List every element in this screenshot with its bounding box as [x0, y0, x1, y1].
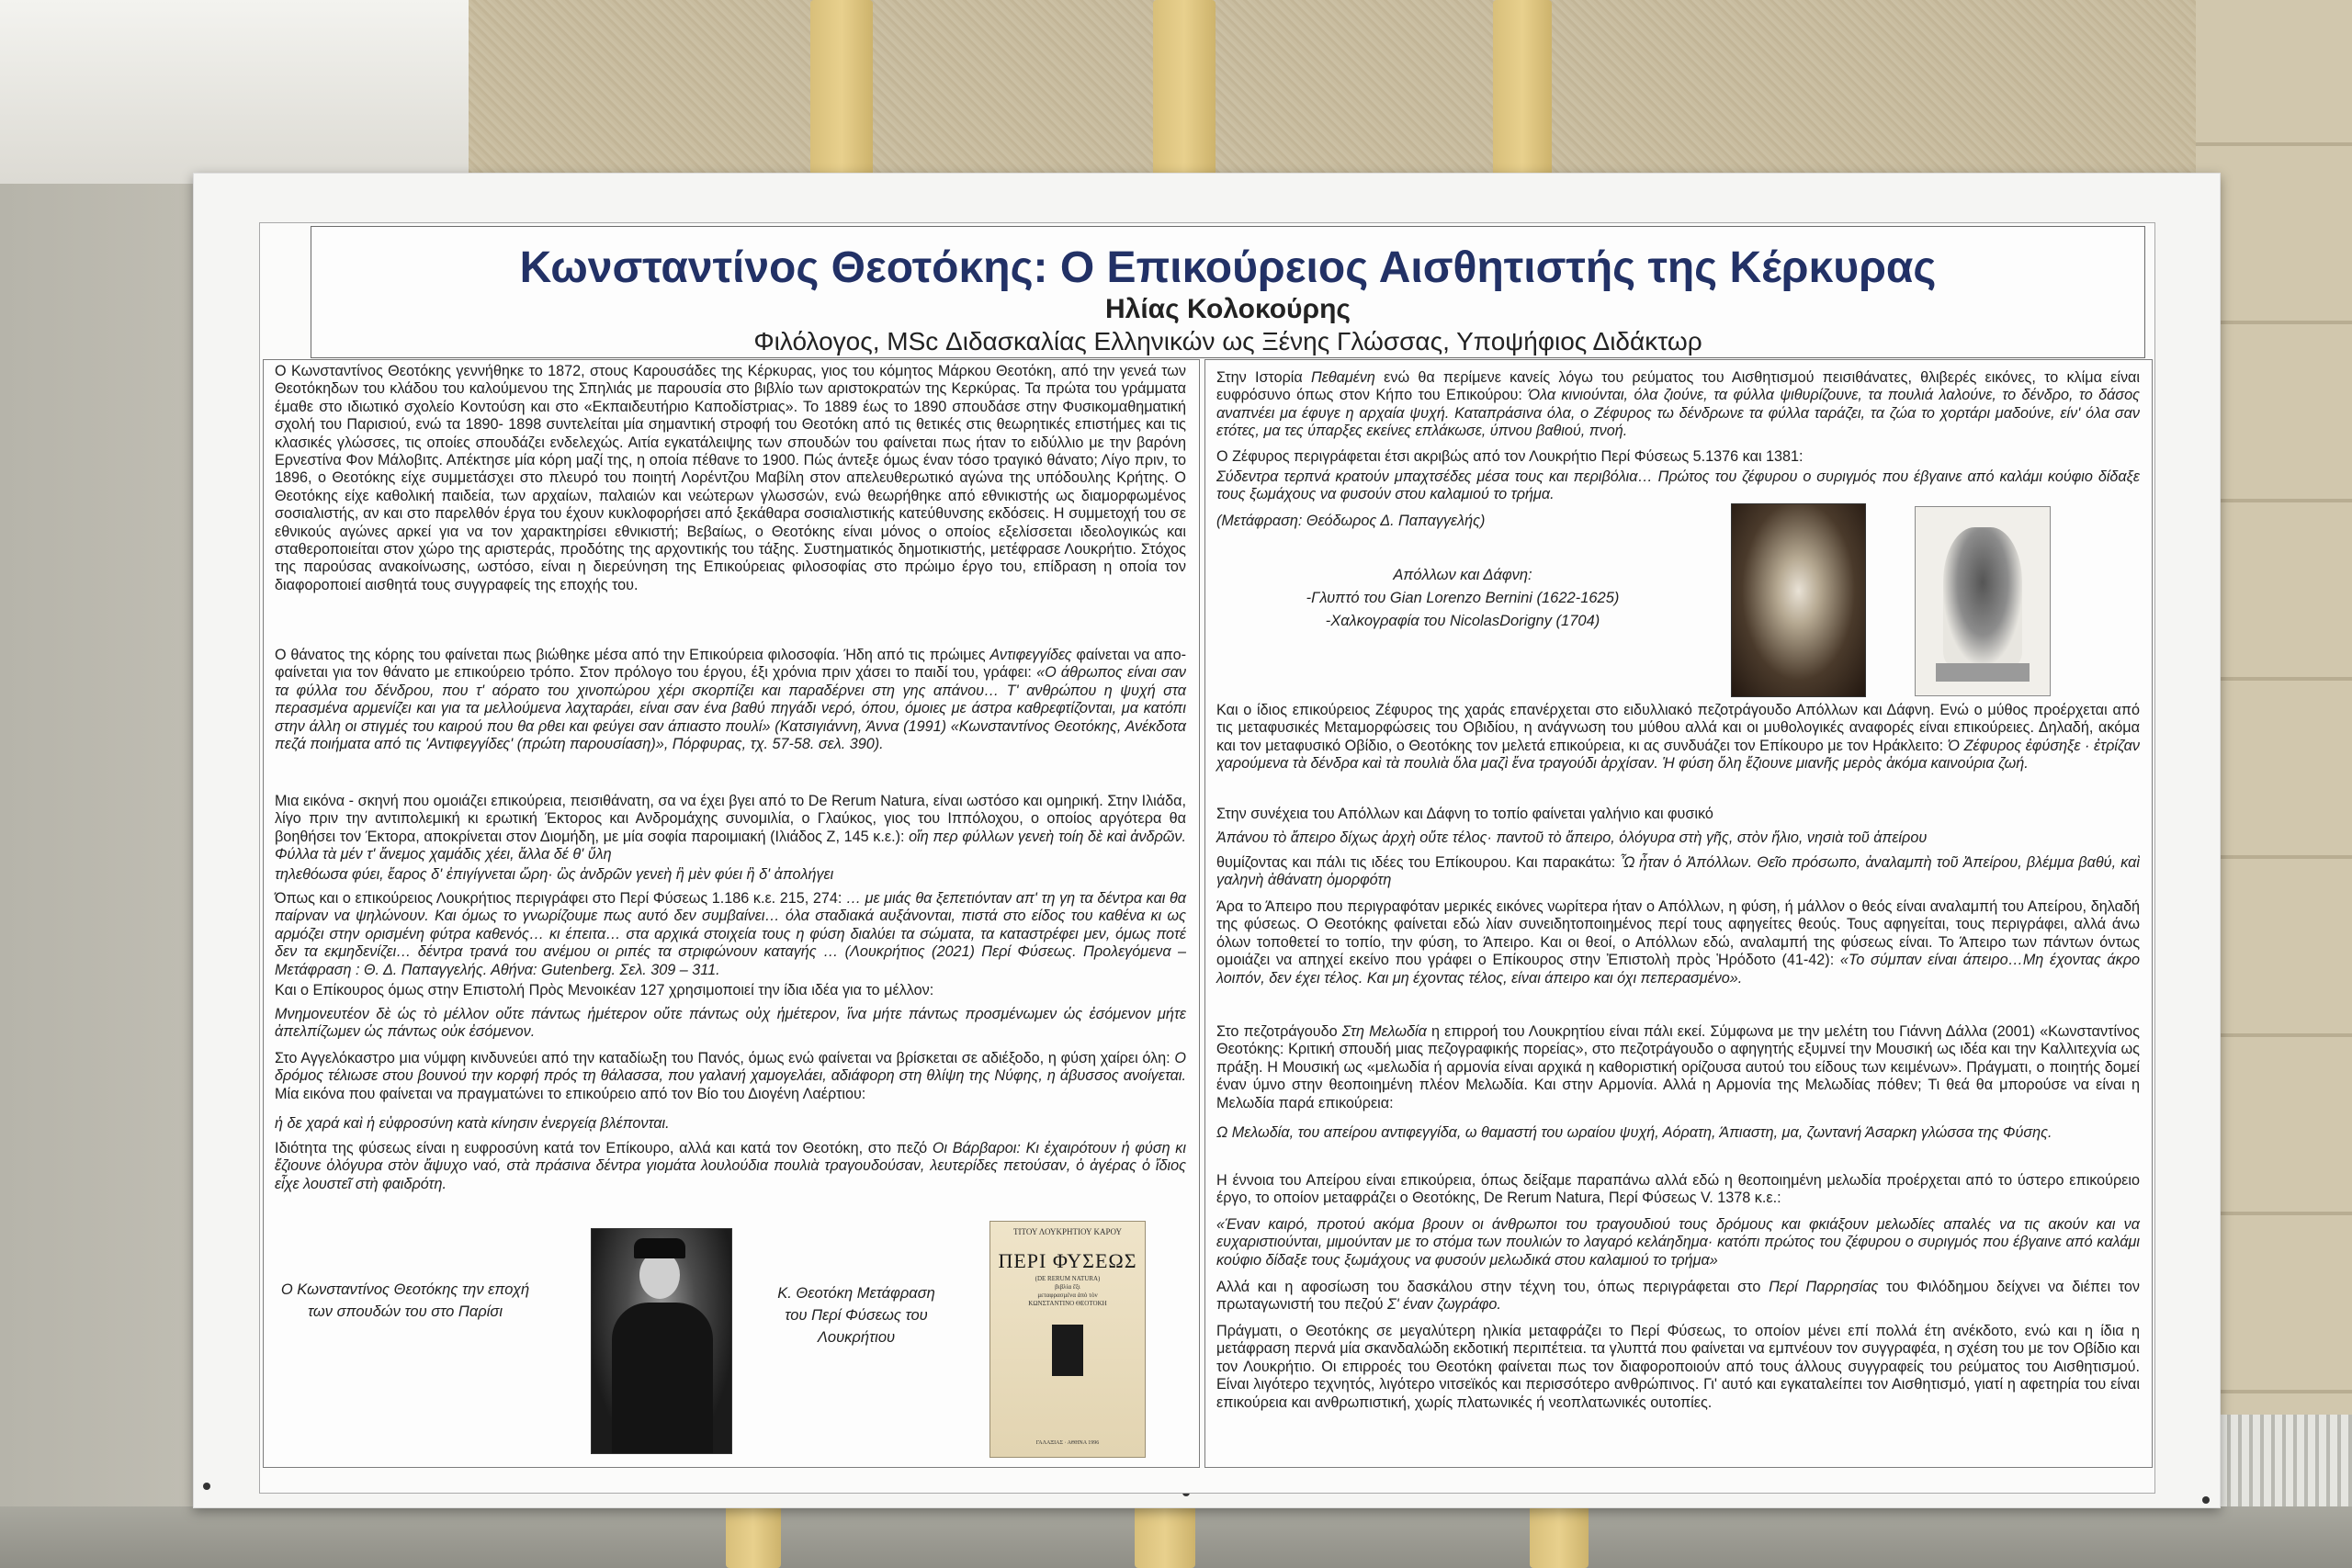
quote-text: «Το σύμπαν είναι άπειρο…Μη έχοντας άκρο λοιπόν, δεν έχει τέλος. Και μη έχοντας τέλος, είναι άπειρο και όχι πεπερασμένο».: [1216, 952, 2141, 987]
right-paragraph-2: [1216, 448, 2140, 466]
paragraph-text: Αλλά και η αφοσίωση του δασκάλου στην τέχνη του, όπως περιγράφεται στο: [1216, 1279, 1761, 1295]
right-paragraph-4: [1216, 806, 2140, 823]
easel-foot-right: [1530, 1499, 1589, 1568]
paragraph-italic: Στη Μελωδία: [1341, 1023, 1427, 1040]
poster-title: Κωνσταντίνος Θεοτόκης: Ο Επικούρειος Αισθητιστής της Κέρκυρας: [519, 243, 1937, 292]
paragraph-text: του Φιλόδημου δείχνει να διέπει τον πρωταγωνιστή του πεζού: [1216, 1279, 2141, 1314]
paragraph-text: Ιδιότητα της φύσεως είναι η ευφροσύνη κατά τον Επίκουρο, αλλά και κατά τον Θεοτόκη, στο πεζό: [275, 1140, 928, 1156]
quote-text: «Ο άθρωπος είναι σαν τα φύλλα του δένδρου, που τ' αόρατο του χινοπώρου χέρι σκορπίζει και παραδέρνει στη γης απάνου… Τ' ανθρώπου η ψυχή στα περασμένα αρμενίζει και για τα μελλούμενα λαχταράει, είναι σαν ένα βαθύ πηγάδι νερό, όπου, όμοιες με άστρα καθρεφτίζονται, μα κατόπι στην άλλη οι στιγμές του καιρού που θα ρθει και φεύγει σαν άπιαστο πουλί» (Κατσιγιάννη, Άννα (1991) «Κωνσταντίνος Θεοτόκης, Ανέκδοτα πεζά ποιήματα από τις 'Αντιφεγγίδες' (πρώτη παρουσίαση)», Πόρφυρας, τχ. 57-58. σελ. 390).: [275, 664, 1187, 753]
right-paragraph-8: [1216, 1279, 2140, 1314]
quote-text: Όλα κινιούνται, όλα ζιούνε, τα φύλλα ψιθυρίζουνε, τα πουλιά λαλούνε, το δένδρο, το δάσος αναπνέει μα έφυγε η αρχαία ψυχή. Καταπράσινα όλα, ο Ζέφυρος τω δένδρωνε τα φύλλα ταράζει, τα ζώα το χορτάρι μαδούνε, είν' όλα σαν ετότες, μα τες ύπαρξες εκείνες επλάκωσε, ύπνου βαθιού, πνοή.: [1216, 387, 2140, 440]
right-paragraph-5: [1216, 898, 2140, 987]
right-paragraph-6: [1216, 1023, 2140, 1112]
author-role: Φιλόλογος, MSc Διδασκαλίας Ελληνικών ως Ξένης Γλώσσας, Υποψήφιος Διδάκτωρ: [753, 327, 1702, 355]
left-quote-homer: [275, 866, 1186, 884]
paragraph-italic: Περί Παρρησίας: [1769, 1279, 1879, 1295]
paragraph-text: Στην Ιστορία: [1216, 369, 1303, 386]
paragraph-text: ενώ θα περίμενε κανείς λόγω του ρεύματος του Αισθητισμού πεισιθάνατες, θλιβερές εικόνες, το κλίμα είναι ευφρόσυνο όπως στον Κήπο του Επικούρου:: [1216, 369, 2141, 404]
left-quote-laertius: [275, 1115, 1186, 1133]
quote-text: Ω Μελωδία, του απείρου αντιφεγγίδα, ω θαμαστή του ωραίου ψυχή, Αόρατη, Άπιαστη, μα, ζωντανή Άσαρκη γλώσσα της Φύσης.: [1216, 1124, 2052, 1141]
right-paragraph-1: [1216, 369, 2140, 441]
paragraph-text: Και ο Επίκουρος όμως στην Επιστολή Πρὸς Μενοικέαν 127 χρησιμοποιεί την ίδια ιδέα για το μέλλον:: [275, 982, 934, 998]
left-quote-epicurus: [275, 1006, 1186, 1042]
easel-foot-center: [1135, 1499, 1195, 1568]
paragraph-italic: Αντιφεγγίδες: [989, 647, 1072, 663]
right-paragraph-9: [1216, 1323, 2140, 1412]
quote-text: … με μιάς θα ξεπετιόνταν απ' τη γη τα δέντρα και θα παίρναν να ψηλώνουν. Και όμως το γνωρίζουμε πως αυτό δεν συμβαίνει… όλα σταδιακά αυξάνονται, πιστά στο είδος του καθένα κι ως αρμόζει στην ορισμένη φύτρα καθενός… κι έπειτα… στα αρχικά στοιχεία τους η φύση διαλύει τα σώματα, τα καταστρέφει μεν, όμως ποτέ δεν τα εκμηδενίζει… δέντρα τρανά του ανέμου οι ριπές τα στριφώνουν καταγής … (Λουκρήτιος (2021) Περί Φύσεως. Προλεγόμενα – Μετάφραση : Θ. Δ. Παπαγγελής. Αθήνα: Gutenberg. Σελ. 309 – 311.: [275, 890, 1186, 978]
easel-leg-center: [1153, 0, 1216, 184]
easel-foot-left: [726, 1499, 781, 1568]
left-paragraph-4: [275, 890, 1186, 979]
paragraph-italic: Σ' έναν ζωγράφο.: [1386, 1296, 1501, 1314]
right-paragraph-7: [1216, 1172, 2140, 1208]
quote-text: Οι Βάρβαροι: Κι ἐχαιρότουν ἡ φύση κι ἔζιουνε ὁλόγυρα στὸν ἄψυχο ναό, στὰ πράσινα δέντρα γιομάτα λουλούδια πουλιὰ τραγουδούσαν, λευτερίδες πετούσαν, ὁ ἀγέρας ὁ ἴδιος εἶχε λουστεῖ στὴ φαιδρότη.: [275, 1140, 1186, 1192]
caption-title: Απόλλων και Δάφνη:: [1393, 567, 1532, 583]
right-paragraph-3: [1216, 702, 2140, 773]
paragraph-text: Μία εικόνα που φαίνεται να πραγματώνει το επικούρειο από τον Βίο του Διογένη Λαέρτιου:: [275, 1085, 866, 1102]
book-cover-title: ΠΕΡΙ ΦΥΣΕΩΣ: [998, 1249, 1137, 1272]
left-paragraph-1: [275, 363, 1186, 594]
poster-header: [311, 226, 2145, 358]
easel-leg-left: [810, 0, 873, 184]
book-caption: Κ. Θεοτόκη Μετάφραση του Περί Φύσεως του Λουκρήτιου: [777, 1285, 935, 1346]
paragraph-text: Ο θάνατος της κόρης του φαίνεται πως βιώθηκε μέσα από την Επικούρεια φιλοσοφία. Ήδη από τις πρώιμες: [275, 647, 986, 663]
paragraph-text: Στο Αγγελόκαστρο μια νύμφη κινδυνεύει από την καταδίωξη του Πανός, όμως ενώ φαίνεται να βρίσκεται σε αδιέξοδο, η φύση χαίρει όλη:: [275, 1050, 1170, 1066]
paragraph-text: η επιρροή του Λουκρητίου είναι πάλι εκεί. Σύμφωνα με την μελέτη του Γιάννη Δάλλα (2001) «Κωνσταντίνος Θεοτόκης: Κριτική σπουδή μιας πεζογραφικής πορείας», στο πεζοτράγουδο ο αφηγητής εξυμνεί την Μουσική ως ιδέα και την Καλλιτεχνία ως πράξη. Η Μουσική ως «μελωδία ή αρμονία είναι αρχικά η καθοριστική ορίζουσα αυτού του είδους των κειμένων». Πράγματι, ο ποιητής δομεί έναν ύμνο στην θεοποιημένη πλέον Μελωδία. Και στην Αρμονία. Αλλά η Αρμονία της Μελωδίας πόθεν; Τι θεά θα μπορούσε να είναι η Μελωδία παρά επικούρεια:: [1216, 1023, 2140, 1111]
quote-text: Μνημονευτέον δὲ ὡς τὸ μέλλον οὔτε πάντως ἡμέτερον οὔτε πάντως οὐχ ἡμέτερον, ἵνα μήτε πάντως προσμένωμεν ὡς ἐσόμενον μήτε ἀπελπίζωμεν ὡς πάντως οὐκ ἐσόμενον.: [275, 1006, 1186, 1041]
quote-text: ἡ δε χαρά καὶ ἡ εὐφροσύνη κατὰ κίνησιν ἐνεργείᾳ βλέπονται.: [275, 1115, 670, 1132]
book-cover-image: ΤΙΤΟΥ ΛΟΥΚΡΗΤΙΟΥ ΚΑΡΟΥ ΠΕΡΙ ΦΥΣΕΩΣ (DE RERUM NATURA) βιβλία ἕξι μεταφρασμένα ἀπὸ τὸν ΚΩΝΣΤΑΝΤΙΝΟ ΘΕΟΤΟΚΗ ΓΑΛΑΞΙΑΣ · ΑΘΗΝΑ 1996: [989, 1221, 1146, 1458]
left-paragraph-5: [275, 982, 1186, 999]
quote-text: (Μετάφραση: Θεόδωρος Δ. Παπαγγελής): [1216, 513, 1486, 529]
quote-text: Ὦ ἦταν ὁ Ἀπόλλων. Θεῖο πρόσωπο, ἀναλαμπὴ τοῦ Ἀπείρου, βλέμμα βαθύ, καὶ γαληνὴ ἀθάνατη ὀμορφότη: [1216, 854, 2140, 889]
quote-text: Σύδεντρα τερπνά κρατούν μπαχτσέδες μέσα τους και περιβόλια… Πρώτος του ζέφυρου ο συριγμός που έβγαινε από καλάμι κούφιο δίδαξε τους ξωμάχους να φυσούν στου καλαμιού το τρήμα.: [1216, 468, 2140, 503]
paragraph-text: Στην συνέχεια του Απόλλων και Δάφνη το τοπίο φαίνεται γαλήνιο και φυσικό: [1216, 806, 1713, 822]
quote-text: «Έναν καιρό, προτού ακόμα βρουν οι άνθρωποι του τραγουδιού τους δρόμους και φκιάξουν μελωδίες απαλές να τις ακούν και να ευχαριστιούνται, μιμούνταν με το στόμα των πουλιών το λαγαρό κελάηδημα· κατόπι πρώτος του ζέφυρου ο συριγμός που έβγαινε από καλάμι κούφιο δίδαξε τους ξωμάχους να φυσούν μελωδικά στου καλαμιού το τρήμα»: [1216, 1216, 2140, 1269]
left-paragraph-2: [275, 647, 1186, 753]
statue-caption: [1297, 564, 1628, 633]
paragraph-text: θυμίζοντας και πάλι τις ιδέες του Επίκουρου. Και παρακάτω:: [1216, 854, 1616, 871]
bernini-statue-photo: [1731, 503, 1866, 697]
portrait-caption: Ο Κωνσταντίνος Θεοτόκης την εποχή των σπουδών του στο Παρίσι: [280, 1281, 530, 1320]
right-quote-rerum-natura: [1216, 1216, 2140, 1269]
paragraph-text: φαίνεται να αποφαίνεται για τον θάνατο με επικούρειο τρόπο. Στον πρόλογο του έργου, έξι χρόνια πριν χάσει το παιδί του, γράφει:: [275, 647, 1187, 682]
portrait-photo: [591, 1228, 732, 1454]
right-quote-melody: [1216, 1124, 2140, 1142]
paragraph-text: Πράγματι, ο Θεοτόκης σε μεγαλύτερη ηλικία μεταφράζει το Περί Φύσεως, το οποίον μένει επί πολλά έτη ανέκδοτο, ενώ και η ίδια η μετάφραση περνά μία σκανδαλώδη εκδοτική περιπέτεια. τα γλυπτά που φαίνεται να εμπνέουν τον συγγραφέα, η σχέση του με τον Οβίδιο και τον Λουκρήτιο. Οι επιρροές του Θεοτόκη φαίνεται πως τον διαφοροποιούν από τους άλλους συγγραφείς του ρεύματος του Αισθητισμού. Είναι λιγότερο τεχνητός, λιγότερο νιτσεϊκός και περισσότερο ανθρώπινος. Γι' αυτό και εγκαταλείπει τον Αισθητισμό, γιατί η αφετηρία του είναι επικούρεια και ανθρωπιστική, χωρίς πλατωνικές ή νεοπλατωνικές ουτοπίες.: [1216, 1323, 2140, 1411]
paragraph-text: Και ο ίδιος επικούρειος Ζέφυρος της χαράς επανέρχεται στο ειδυλλιακό πεζοτράγουδο Απόλλων και Δάφνη. Ενώ ο μύθος προέρχεται από τις μεταφυσικές Μεταμορφώσεις του Οβιδίου, η ανάγνωση του μύθου αλλά και οι μυθολογικές αναφορές είναι επικούρειες. Δηλαδή, ακόμα και τον μεταφυσικό Οβίδιο, ο Θεοτόκης τον μελετά επικούρεια, κι ας συνδυάζει τον Επίκουρο με τον Ηράκλειτο:: [1216, 702, 2140, 754]
paragraph-text: Στο πεζοτράγουδο: [1216, 1023, 1338, 1040]
quote-text: οἵη περ φύλλων γενεὴ τοίη δὲ καὶ ἀνδρῶν. Φύλλα τὰ μέν τ' ἄνεμος χαμάδις χέει, ἄλλα δέ θ' ὕλη: [275, 828, 1186, 863]
paragraph-text: Όπως και ο επικούρειος Λουκρήτιος περιγράφει στο Περί Φύσεως 1.186 κ.ε. 215, 274:: [275, 890, 842, 907]
paragraph-text: Ο Ζέφυρος περιγράφεται έτσι ακριβώς από τον Λουκρήτιο Περί Φύσεως 5.1376 και 1381:: [1216, 448, 1804, 465]
caption-line: -Γλυπτό του Gian Lorenzo Bernini (1622-1625): [1306, 590, 1620, 606]
paragraph-text: Ο Κωνσταντίνος Θεοτόκης γεννήθηκε το 1872, στους Καρουσάδες της Κέρκυρας, γιος του κόμητος Μάρκου Θεοτόκη, από την γενεά των Θεοτόκηδων του κλάδου του καλούμενου της Σπηλιάς με παρουσία στο βιβλίο των αριστοκρατών της Κερκύρας. Τα πρώτα του γράμματα έμαθε στο ιδιωτικό σχολείο Κοντούση και στο «Εκπαιδευτήριο Καποδίστριας». Το 1889 έως το 1890 σπουδάσε στην Φυσικομαθηματική σχολή του Παρισιού, ενώ τα 1890- 1898 συντελείται μία σημαντική στροφή του Θεοτόκη από τις θετικές στις θεωρητικές επιστήμες και τις κλασικές γλώσσες, τις οποίες σπουδάζει ενδελεχώς. Αιτία εγκατάλειψης των σπουδών του φαίνεται πως ήταν το ειδύλλιο με την βαρόνη Ερνεστίνα Φον Μάλοβιτς. Απέκτησε μία κόρη μαζί της, η οποία πέθανε το 1900. Πώς άντεξε όμως έναν τόσο τραγικό θάνατο; Λίγο πριν, το 1896, ο Θεοτόκης είχε συμμετάσχει στο πλευρό του ποιητή Λορέντζου Μαβίλη στον απελευθερωτικό αγώνα της υπόδουλης Κρήτης. Ο Θεοτόκης είχε καθολική παιδεία, των αρχαίων, παλαιών και νεώτερων γλωσσών, ενώ θεωρήθηκε από εθνικιστής ως διαμορφωμένος σοσιαλιστής, αν και στο παρελθόν έργα του έχουν κυκλοφορήσει από ξεκάθαρα σοσιαλιστικής κατεύθυνσης εκδόσεις. Η συμμετοχή του σε εθνικούς αγώνες αρκεί για να τον χαρακτηρίσει εθνικιστή; Βεβαίως, ο Θεοτόκης είναι μόνος ο οποίος εξελίσσεται ιδεολογικώς και σταθεροποιείται στον χώρο της αριστεράς, προδότης της αρχοντικής του τάξης. Συστηματικός δημοτικιστής, μετέφρασε Λουκρήτιο. Στόχος της παρούσας ανακοίνωσης, ωστόσο, είναι η διερεύνηση της Επικούρειας φιλοσοφίας στο πρώιμο έργο του, επίδραση η οποία τον διαφοροποιεί αισθητά τους συγγραφείς της εποχής του.: [275, 363, 1186, 593]
paragraph-text: Η έννοια του Απείρου είναι επικούρεια, όπως δείξαμε παραπάνω αλλά εδώ η θεοποιημένη μελωδία προέρχεται από το ύστερο επικούρειο έργο, το οποίον μεταφράζει ο Θεοτόκης, De Rerum Natura, Περί Φύσεως V. 1378 κ.ε.:: [1216, 1172, 2140, 1207]
left-paragraph-3: [275, 793, 1186, 864]
quote-text: τηλεθόωσα φύει, ἔαρος δ' ἐπιγίγνεται ὥρη· ὣς ἀνδρῶν γενεὴ ἣ μὲν φύει ἣ δ' ἀπολήγει: [275, 866, 834, 883]
paragraph-italic: Πεθαμένη: [1311, 369, 1375, 386]
easel-leg-right: [1493, 0, 1552, 184]
author-name: Ηλίας Κολοκούρης: [1104, 294, 1351, 324]
white-wall-panel: [0, 0, 478, 184]
quote-text: Ἀπάνου τὸ ἄπειρο δίχως ἀρχὴ οὔτε τέλος· παντοῦ τὸ ἄπειρο, ὁλόγυρα στὴ γῆς, στὸν ἥλιο, νησιὰ τοῦ ἀπείρου: [1216, 829, 1928, 846]
caption-line: -Χαλκογραφία του NicolasDorigny (1704): [1325, 613, 1600, 629]
poster: [259, 222, 2155, 1494]
left-paragraph-6: [275, 1050, 1186, 1103]
right-paragraph-4b: [1216, 854, 2140, 890]
left-paragraph-7: [275, 1140, 1186, 1193]
dorigny-engraving-image: [1915, 506, 2051, 696]
quote-text: Ὁ Ζέφυρος ἐφύσηξε · ἐτρίζαν χαρούμενα τὰ δένδρα καὶ τὰ πουλιὰ ὅλα μαζὶ ἔνα τραγούδι ἀρχίσαν. Ἡ φύση ὅλη ἔζιουνε μιανῆς μερὸς ἀκόμα καινούρια ζωή.: [1216, 737, 2140, 773]
right-quote-apeiron: [1216, 829, 2140, 847]
right-quote-lucretius: [1216, 468, 2140, 504]
paragraph-text: Μια εικόνα - σκηνή που ομοιάζει επικούρεια, πεισιθάνατη, σα να έχει βγει από το De Rerum Natura, είναι ωστόσο και ομηρική. Στην Ιλιάδα, λίγο πριν την αντιπολεμική κι ερωτική Έκτορος και Ανδρομάχης συνομιλία, ο Γλαύκος, γιος του Ιππόλοχου, ο οποίος αργότερα θα βοηθήσει τον Έκτορα, αποκρίνεται στον Διομήδη, με μία σοφία παροιμιακή (Ιλιάδος Ζ, 145 κ.ε.):: [275, 793, 1186, 845]
pin: [2202, 1496, 2210, 1504]
pin: [203, 1483, 210, 1490]
paragraph-text: Άρα το Άπειρο που περιγραφόταν μερικές εικόνες νωρίτερα ήταν ο Απόλλων, η φύση, ή μάλλον ο θεός είναι αναλαμπή του Απείρου, δηλαδή της φύσεως. Ο Θεοτόκης φαίνεται εδώ λίαν συνειδητοποιημένος περί τους αφηγείτες θεούς. Τους αφηγείται, τους περιγράφει, αλλά άνω όλων τοποθετεί το τοπίο, την φύση, το Άπειρο. Και οι θεοί, ο Απόλλων εδώ, αναλαμπή της φύσεως είναι. Το Άπειρο των πάντων όντως ομοιάζει να απηχεί εκείνο που γράφει ο Επίκουρος στην Ἐπιστολὴ πρὸς Ἡρόδοτο (41-42):: [1216, 898, 2140, 969]
quote-text: Ο δρόμος τέλιωσε στου βουνού την κορφή πρός τη θάλασσα, που γαλανή χαμογελάει, αδιάφορη στη θλίψη της Νύφης, η άβυσσος ανοίγεται.: [275, 1050, 1186, 1085]
translator-credit: [1216, 513, 1694, 530]
